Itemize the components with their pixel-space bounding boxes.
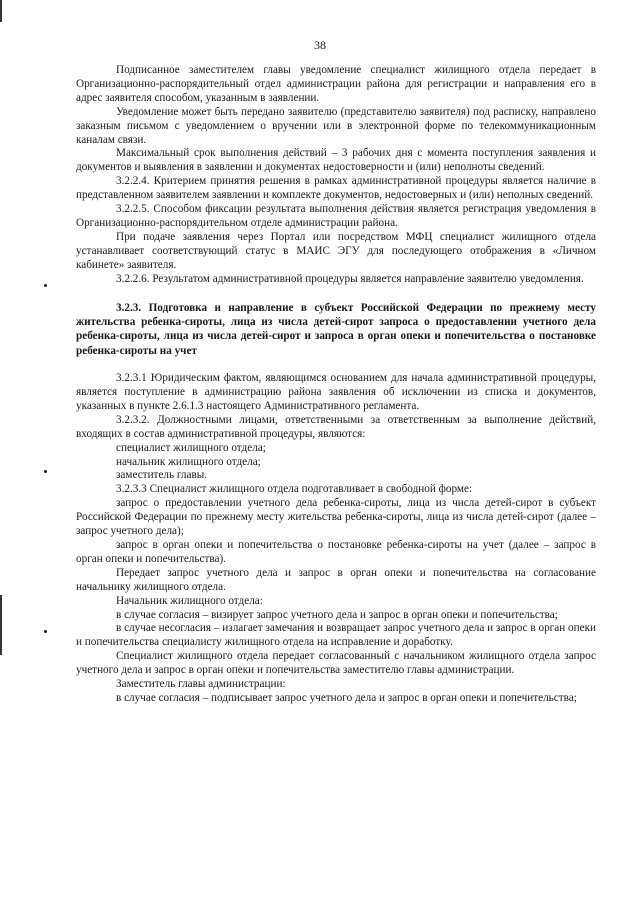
paragraph: Максимальный срок выполнения действий – 3 рабочих дня с момента поступления заявления и документов и выявления в заявлении и документах недостоверности и (или) неполноты сведений. [76, 147, 596, 174]
paragraph: 3.2.3.3 Специалист жилищного отдела подготавливает в свободной форме: [116, 483, 473, 496]
paragraph: 3.2.2.4. Критерием принятия решения в рамках административной процедуры является наличие в представленном заявителем заявлении и комплекте документов, недостоверных и (или) неполных сведений. [76, 175, 596, 202]
list-item: заместитель главы. [116, 469, 208, 482]
paragraph: При подаче заявления через Портал или посредством МФЦ специалист жилищного отдела устанавливает соответствующий статус в МАИС ЭГУ для последующего отображения в «Личном кабинете» заявителя. [76, 230, 596, 271]
list-item: в случае несогласия – излагает замечания и возвращает запрос учетного дела и запрос в орган опеки и попечительства специалисту жилищного отдела на исправление и доработку. [76, 622, 596, 649]
paragraph: Уведомление может быть передано заявителю (представителю заявителя) под расписку, направлено заказным письмом с уведомлением о вручении или в электронной форме по телекоммуникационным каналам связи. [76, 105, 596, 146]
paragraph: Начальник жилищного отдела: [116, 594, 263, 607]
list-item: запрос в орган опеки и попечительства о постановке ребенка-сироты на учет (далее – запрос в орган опеки и попечительства). [76, 539, 596, 565]
list-item: в случае согласия – визирует запрос учетного дела и запрос в орган опеки и попечительства; [116, 608, 558, 621]
paragraph: 3.2.2.5. Способом фиксации результата выполнения действия является регистрация уведомления в Организационно-распорядительном отделе администрации района. [76, 203, 596, 229]
scan-dot [44, 630, 47, 633]
list-item: в случае согласия – подписывает запрос учетного дела и запрос в орган опеки и попечительства; [116, 691, 577, 704]
scan-dot [44, 284, 47, 287]
paragraph: Специалист жилищного отдела передает согласованный с начальником жилищного отдела запрос учетного дела и запрос в орган опеки и попечительства заместителю главы администрации. [76, 650, 596, 677]
paragraph: Подписанное заместителем главы уведомление специалист жилищного отдела передает в Организационно-распорядительный отдел администрации района для регистрации и направления его в адрес заявителя способом, указанным в заявлении. [76, 64, 596, 104]
list-item: специалист жилищного отдела; [116, 441, 266, 454]
paragraph: 3.2.3.1 Юридическим фактом, являющимся основанием для начала административной процедуры, является поступление в администрацию района заявления об исключении из списка и документов, указанных в пункте 2.6.1.3 настоящего Административного регламента. [76, 372, 596, 412]
paragraph: 3.2.3.2. Должностными лицами, ответственными за ответственным за выполнение действий, входящих в состав административной процедуры, являются: [76, 413, 596, 440]
paragraph: Передает запрос учетного дела и запрос в орган опеки и попечительства на согласование начальнику жилищного отдела. [76, 566, 596, 593]
scan-edge-mark-middle [0, 595, 2, 655]
scan-edge-mark-top [0, 0, 2, 22]
page-number: 38 [314, 38, 326, 52]
document-body [76, 64, 596, 706]
paragraph: Заместитель главы администрации: [116, 678, 286, 691]
list-item: запрос о предоставлении учетного дела ребенка-сироты, лица из числа детей-сирот в субъект Российской Федерации по прежнему месту жительства ребенка-сироты, лица из числа детей-сирот (далее – запрос учетного дела); [76, 497, 596, 538]
paragraph: 3.2.2.6. Результатом административной процедуры является направление заявителю уведомления. [116, 272, 584, 285]
list-item: начальник жилищного отдела; [116, 455, 261, 468]
scan-dot [44, 470, 47, 473]
section-heading: 3.2.3. Подготовка и направление в субъект Российской Федерации по прежнему месту жительства ребенка-сироты, лица из числа детей-сирот запроса о предоставлении учетного дела ребенка-сироты, лица из числа детей-сирот и запроса в орган опеки и попечительства о постановке ребенка-сироты на учет [76, 301, 596, 357]
